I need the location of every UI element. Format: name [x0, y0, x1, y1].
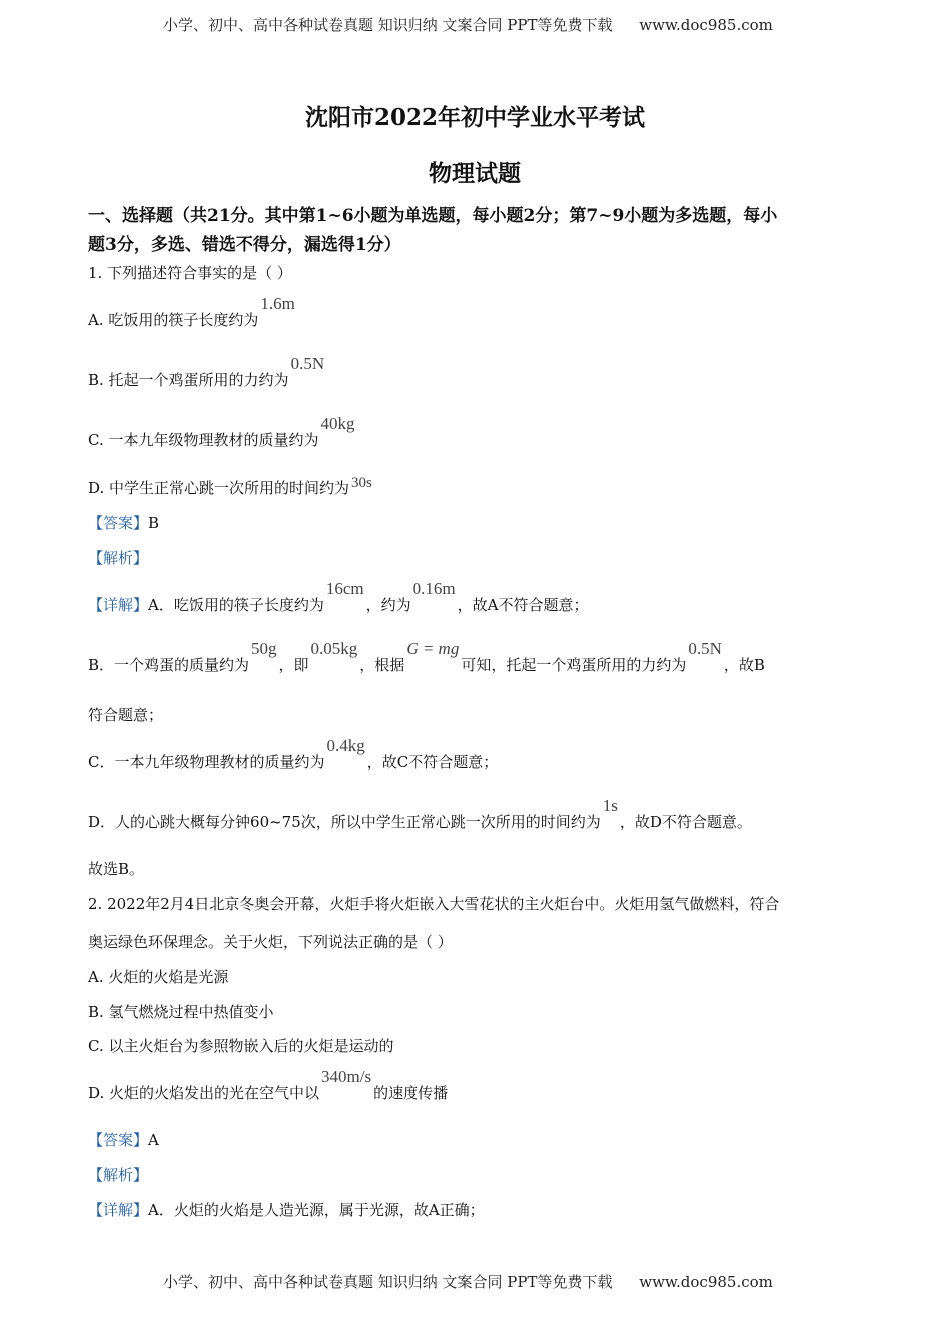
q1-detail-b-text2: ，即: [278, 656, 309, 674]
q1-option-d: [88, 477, 374, 498]
q1-option-c-value: 40kg: [320, 414, 355, 433]
q1-detail-c-value1: 0.4kg: [326, 736, 365, 755]
q1-detail-c-text2: ，故C不符合题意；: [366, 753, 499, 771]
q1-detail-d: [88, 796, 752, 832]
q2-option-d-value: 340m/s: [321, 1067, 372, 1086]
q2-option-c: C. 以主火炬台为参照物嵌入后的火炬是运动的: [88, 1037, 394, 1055]
q1-detail-b-value3: 0.5N: [688, 639, 722, 658]
q1-detail-a: [88, 579, 589, 615]
q1-option-c: [88, 414, 356, 450]
q2-stem-line1: 2. 2022年2月4日北京冬奥会开幕，火炬手将火炬嵌入大雪花状的主火炬台中。火炬用氢气做燃料，符合: [88, 895, 780, 913]
q2-detail-a: [88, 1199, 485, 1220]
q1-detail-d-text2: ，故D不符合题意。: [619, 813, 752, 831]
q2-analysis-tag: 【解析】: [88, 1166, 149, 1184]
q1-analysis-tag: 【解析】: [88, 549, 149, 567]
section-heading-line2: 题3分，多选、错选不得分，漏选得1分）: [88, 235, 401, 255]
q1-stem: 1. 下列描述符合事实的是（ ）: [88, 264, 292, 282]
header-left-text: 小学、初中、高中各种试卷真题 知识归纳 文案合同 PPT等免费下载: [163, 16, 613, 34]
q1-detail-b-value2: 0.05kg: [310, 639, 358, 658]
q1-answer: [88, 512, 159, 533]
q1-detail-b-continued: 符合题意；: [88, 706, 164, 724]
q2-option-d: [88, 1067, 449, 1103]
q1-detail-c-text1: C．一本九年级物理教材的质量约为: [88, 753, 325, 771]
q1-detail-d-text1: D．人的心跳大概每分钟60~75次，所以中学生正常心跳一次所用的时间约为: [88, 813, 601, 831]
q1-detail-b-text4: 可知，托起一个鸡蛋所用的力约为: [461, 656, 687, 674]
footer-left-text: 小学、初中、高中各种试卷真题 知识归纳 文案合同 PPT等免费下载: [163, 1273, 613, 1291]
q2-option-d-text1: D. 火炬的火焰发出的光在空气中以: [88, 1084, 320, 1102]
page-footer: [163, 1271, 773, 1292]
q1-detail-a-text3: ，故A不符合题意；: [457, 596, 589, 614]
q1-answer-tag: 【答案】: [88, 514, 149, 532]
q2-answer: [88, 1129, 159, 1150]
q1-option-d-value: 30s: [351, 475, 372, 491]
q1-detail-a-value2: 0.16m: [412, 579, 456, 598]
q2-option-d-text2: 的速度传播: [373, 1084, 449, 1102]
q2-detail-a-text: A．火炬的火焰是人造光源，属于光源，故A正确；: [148, 1201, 485, 1219]
q1-option-a-text: A. 吃饭用的筷子长度约为: [88, 311, 259, 329]
q2-detail-tag: 【详解】: [88, 1201, 149, 1219]
q2-answer-tag: 【答案】: [88, 1131, 149, 1149]
q1-option-c-text: C. 一本九年级物理教材的质量约为: [88, 431, 319, 449]
q1-conclusion: 故选B。: [88, 860, 145, 878]
q1-detail-b-value1: 50g: [251, 639, 277, 658]
q1-option-b: [88, 354, 326, 390]
q1-option-b-value: 0.5N: [290, 354, 325, 373]
q1-detail-d-value1: 1s: [602, 796, 618, 815]
q1-detail-a-value1: 16cm: [325, 579, 364, 598]
q1-detail-b-text1: B．一个鸡蛋的质量约为: [88, 656, 250, 674]
page-header: [163, 14, 773, 35]
section-heading-line1: 一、选择题（共21分。其中第1~6小题为单选题，每小题2分；第7~9小题为多选题，每小: [88, 206, 778, 226]
q1-detail-b-text5: ，故B: [723, 656, 765, 674]
q1-detail-c: [88, 736, 499, 772]
q1-answer-value: B: [148, 514, 160, 532]
q1-option-a-value: 1.6m: [260, 294, 295, 313]
header-url[interactable]: www.doc985.com: [639, 16, 773, 34]
q1-detail-b-formula: G = mg: [406, 639, 460, 658]
q2-option-a: A. 火炬的火焰是光源: [88, 968, 229, 986]
q2-option-b: B. 氢气燃烧过程中热值变小: [88, 1003, 274, 1021]
q2-stem-line2: 奥运绿色环保理念。关于火炬，下列说法正确的是（ ）: [88, 933, 453, 951]
q1-option-d-text: D. 中学生正常心跳一次所用的时间约为: [88, 479, 350, 497]
exam-subtitle: 物理试题: [429, 160, 521, 187]
q1-option-a: [88, 294, 297, 330]
q1-detail-b: [88, 639, 765, 675]
footer-url[interactable]: www.doc985.com: [639, 1273, 773, 1291]
q1-detail-tag: 【详解】: [88, 596, 149, 614]
q1-option-b-text: B. 托起一个鸡蛋所用的力约为: [88, 371, 289, 389]
q1-detail-a-text2: ，约为: [365, 596, 411, 614]
q2-answer-value: A: [148, 1131, 159, 1149]
exam-title: 沈阳市2022年初中学业水平考试: [304, 104, 645, 131]
q1-detail-a-text1: A．吃饭用的筷子长度约为: [148, 596, 324, 614]
q1-detail-b-text3: ，根据: [359, 656, 405, 674]
